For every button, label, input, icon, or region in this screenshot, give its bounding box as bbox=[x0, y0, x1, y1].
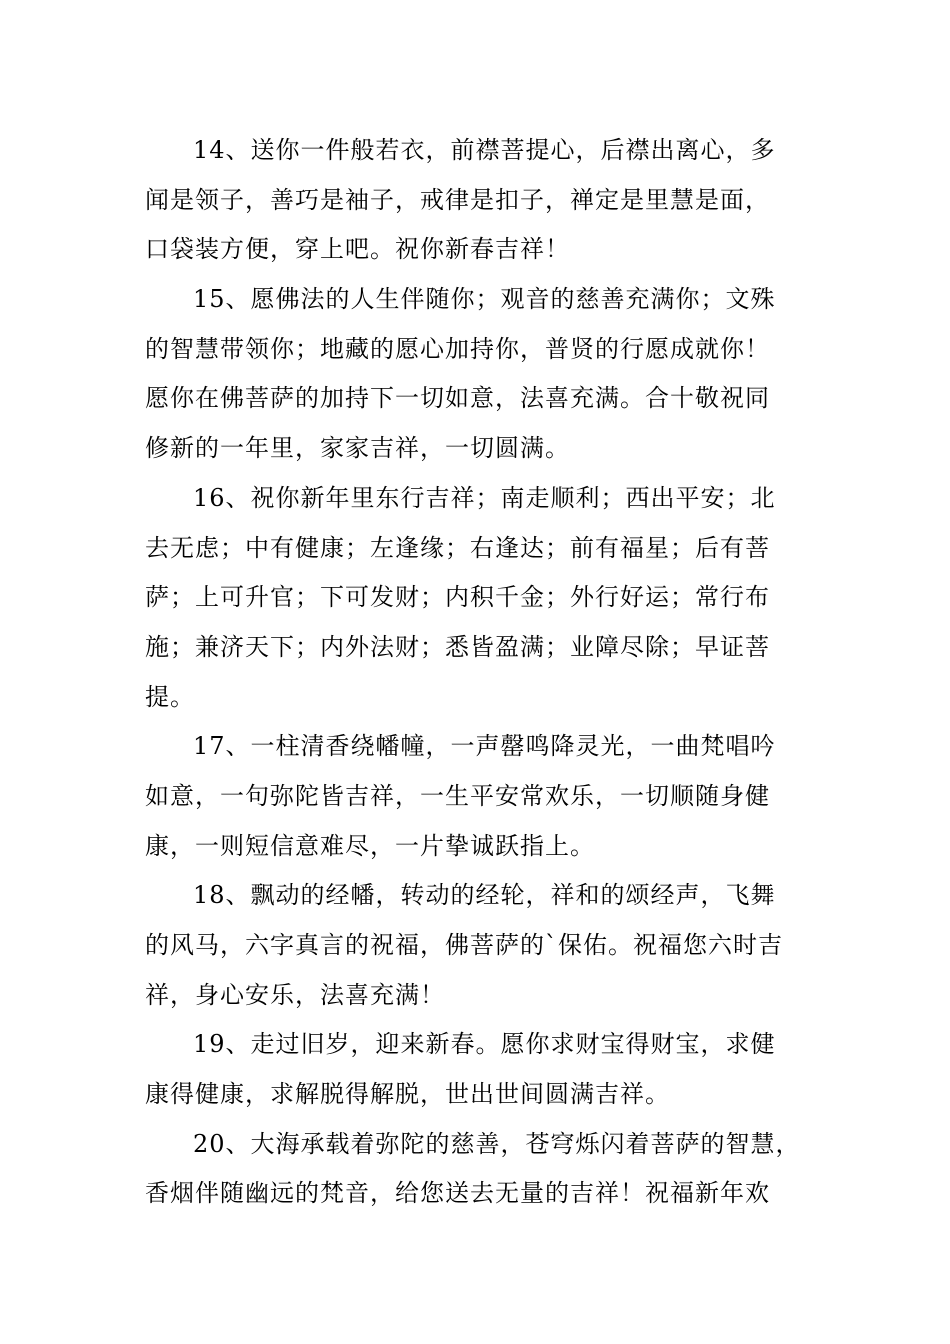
paragraph-17-line-3: 康，一则短信意难尽，一片挚诚跃指上。 bbox=[145, 832, 595, 860]
paragraph-18-line-1: 18、飘动的经幡，转动的经轮，祥和的颂经声，飞舞 bbox=[193, 881, 776, 909]
paragraph-18-line-2: 的风马，六字真言的祝福，佛菩萨的`保佑。祝福您六时吉 bbox=[145, 931, 783, 959]
paragraph-14-line-2: 闻是领子，善巧是袖子，戒律是扣子，禅定是里慧是面， bbox=[145, 186, 770, 214]
paragraph-19-line-2: 康得健康，求解脱得解脱，世出世间圆满吉祥。 bbox=[145, 1080, 670, 1108]
paragraph-15-line-3: 愿你在佛菩萨的加持下一切如意，法喜充满。合十敬祝同 bbox=[145, 384, 770, 412]
paragraph-20-line-1: 20、大海承载着弥陀的慈善，苍穹烁闪着菩萨的智慧， bbox=[193, 1130, 801, 1158]
paragraph-16-line-4: 施；兼济天下；内外法财；悉皆盈满；业障尽除；早证菩 bbox=[145, 633, 770, 661]
paragraph-16-line-1: 16、祝你新年里东行吉祥；南走顺利；西出平安；北 bbox=[193, 484, 776, 512]
paragraph-17-line-1: 17、一柱清香绕幡幢，一声罄鸣降灵光，一曲梵唱吟 bbox=[193, 732, 776, 760]
paragraph-16-line-2: 去无虑；中有健康；左逢缘；右逢达；前有福星；后有菩 bbox=[145, 534, 770, 562]
paragraph-18-line-3: 祥，身心安乐，法喜充满！ bbox=[145, 981, 445, 1009]
paragraph-19-line-1: 19、走过旧岁，迎来新春。愿你求财宝得财宝，求健 bbox=[193, 1030, 776, 1058]
paragraph-17-line-2: 如意，一句弥陀皆吉祥，一生平安常欢乐，一切顺随身健 bbox=[145, 782, 770, 810]
paragraph-16-line-5: 提。 bbox=[145, 683, 195, 711]
paragraph-15-line-2: 的智慧带领你；地藏的愿心加持你，普贤的行愿成就你！ bbox=[145, 335, 770, 363]
paragraph-14-line-3: 口袋装方便，穿上吧。祝你新春吉祥！ bbox=[145, 235, 570, 263]
paragraph-20-line-2: 香烟伴随幽远的梵音，给您送去无量的吉祥！祝福新年欢 bbox=[145, 1179, 770, 1207]
paragraph-15-line-1: 15、愿佛法的人生伴随你；观音的慈善充满你；文殊 bbox=[193, 285, 776, 313]
paragraph-15-line-4: 修新的一年里，家家吉祥，一切圆满。 bbox=[145, 434, 570, 462]
paragraph-16-line-3: 萨；上可升官；下可发财；内积千金；外行好运；常行布 bbox=[145, 583, 770, 611]
paragraph-14-line-1: 14、送你一件般若衣，前襟菩提心，后襟出离心，多 bbox=[193, 136, 776, 164]
